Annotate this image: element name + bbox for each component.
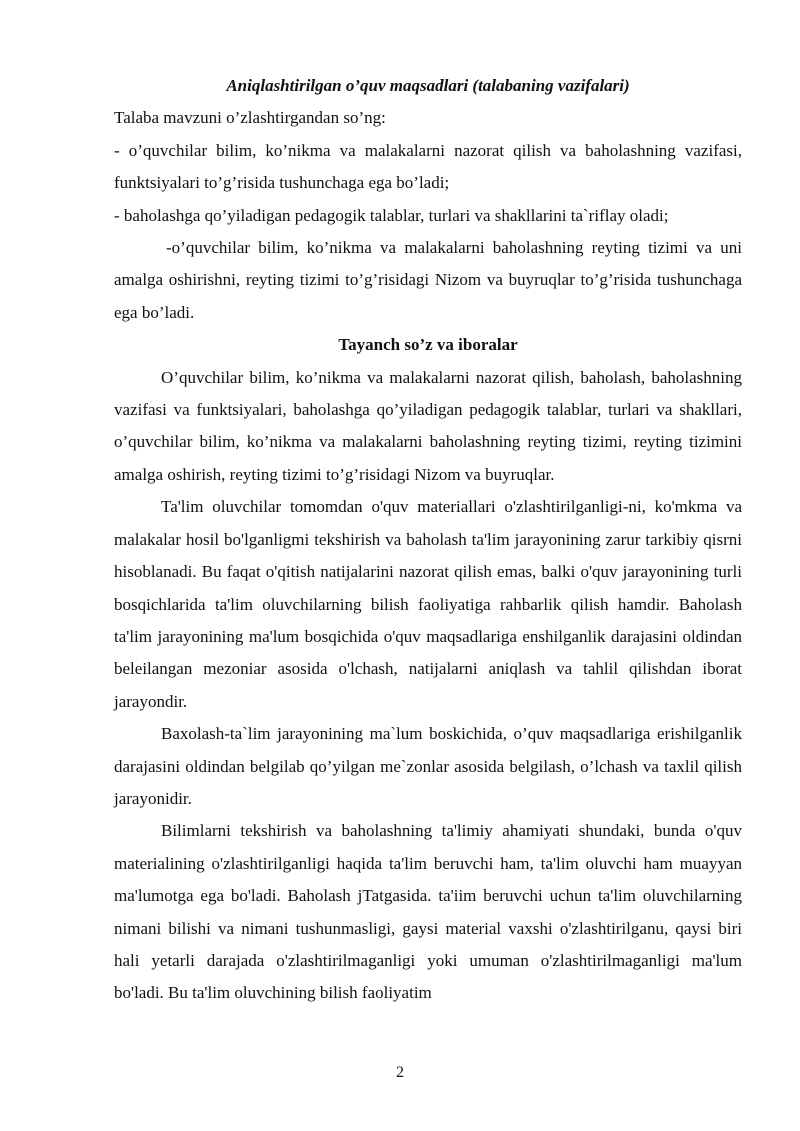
- keywords-heading: Tayanch so’z va iboralar: [338, 335, 518, 355]
- body-paragraph: Ta'lim oluvchilar tomomdan o'quv materiallari o'zlashtirilganligi-ni, ko'mkma va malakalar hosil bo'lganligmi tekshirish va baholash ta'lim jarayonining zarur tarkibiy qisrni hisoblanadi. Bu faqat o'qitish natijalarini nazorat qilish emas, balki o'quv jarayonining turli bosqichlarida ta'lim oluvchilarning bilish faoliyatiga rahbarlik qilish hamdir. Baholash ta'lim jarayonining ma'lum bosqichida o'quv maqsadlariga enshilganlik darajasini oldindan beleilangan mezoniar asosida o'lchash, natijalarni aniqlash va tahlil qilishdan iborat jarayondir.: [114, 497, 742, 711]
- document-page: [114, 70, 742, 1010]
- goals-intro: Talaba mavzuni o’zlashtirgandan so’ng:: [114, 108, 386, 128]
- body-paragraph: Baxolash-ta`lim jarayonining ma`lum boskichida, o’quv maqsadlariga erishilganlik darajasini oldindan belgilab qo’yilgan me`zonlar asosida belgilash, o’lchash va taxlil qilish jarayonidir.: [114, 724, 742, 808]
- body-paragraph: Bilimlarni tekshirish va baholashning ta'limiy ahamiyati shundaki, bunda o'quv materialining o'zlashtirilganligi haqida ta'lim beruvchi ham, ta'lim oluvchi ham muayyan ma'lumotga ega bo'ladi. Baholash jTatgasida. ta'iim beruvchi uchun ta'lim oluvchilarning nimani bilishi va nimani tushunmasligi, gaysi material vaxshi o'zlashtirilganu, qaysi biri hali yetarli darajada o'zlashtirilmaganligi yoki umuman o'zlashtirilmaganligi ma'lum bo'ladi. Bu ta'lim oluvchining bilish faoliyatim: [114, 821, 742, 1003]
- goal-item: -o’quvchilar bilim, ko’nikma va malakalarni baholashning reyting tizimi va uni amalga oshirishni, reyting tizimi to’g’risidagi Nizom va buyruqlar to’g’risida tushunchaga ega bo’ladi.: [114, 238, 742, 322]
- goals-heading: Aniqlashtirilgan o’quv maqsadlari (talabaning vazifalari): [226, 76, 630, 95]
- page-number: 2: [396, 1064, 404, 1081]
- goal-item: - o’quvchilar bilim, ko’nikma va malakalarni nazorat qilish va baholashning vazifasi, funktsiyalari to’g’risida tushunchaga ega bo’ladi;: [114, 140, 742, 193]
- goal-item: - baholashga qo’yiladigan pedagogik talablar, turlari va shakllarini ta`riflay oladi;: [114, 205, 669, 225]
- keywords-paragraph: O’quvchilar bilim, ko’nikma va malakalarni nazorat qilish, baholash, baholashning vazifasi va funktsiyalari, baholashga qo’yiladigan pedagogik talablar, turlari va shakllari, o’quvchilar bilim, ko’nikma va malakalarni baholashning reyting tizimi, reyting tizimini amalga oshirish, reyting tizimi to’g’risidagi Nizom va buyruqlar.: [114, 367, 742, 484]
